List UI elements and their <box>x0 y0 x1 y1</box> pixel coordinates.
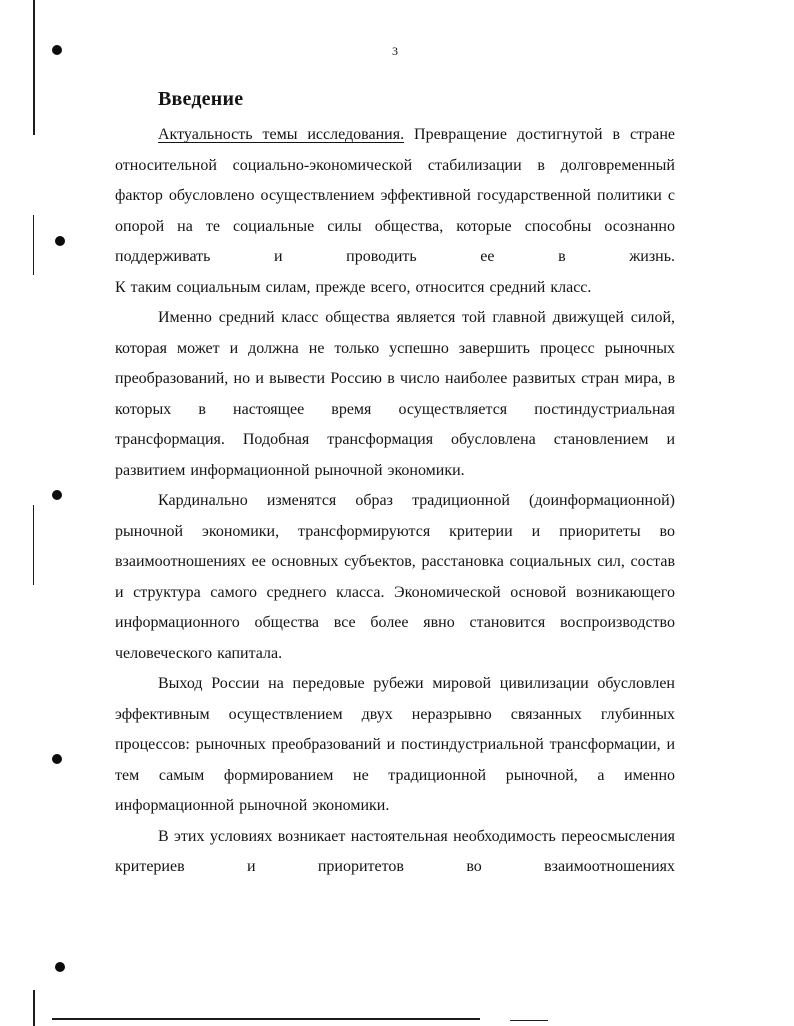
scan-border-bottom-right <box>510 1020 548 1021</box>
scan-border-left <box>33 0 35 135</box>
scan-border-bottom <box>52 1018 480 1020</box>
punch-hole-2 <box>55 236 65 246</box>
paragraph-1 <box>115 120 675 273</box>
body-text <box>115 120 675 883</box>
punch-hole-5 <box>55 962 65 972</box>
paragraph-2: Именно средний класс общества является той главной движущей силой, которая может и должна не только успешно завершить процесс рыночных преобразований, но и вывести Россию в число наиболее развитых стран мира, в которых в настоящее время осуществляется постиндустриальная трансформация. Подобная трансформация обусловлена становлением и развитием информационной рыночной экономики. <box>115 309 675 479</box>
scan-border-left-bottom <box>33 990 35 1026</box>
punch-hole-4 <box>52 754 62 764</box>
scan-border-left-low <box>33 505 34 585</box>
punch-hole-1 <box>52 45 62 55</box>
paragraph-5: В этих условиях возникает настоятельная необходимость переосмысления критериев и приоритетов во взаимоотношениях <box>115 827 675 875</box>
relevance-label: Актуальность темы исследования. <box>158 126 405 143</box>
page-title: Введение <box>158 88 244 110</box>
punch-hole-3 <box>52 490 62 500</box>
paragraph-1-tail: К таким социальным силам, прежде всего, относится средний класс. <box>115 278 592 296</box>
page-number: 3 <box>392 44 398 58</box>
paragraph-3: Кардинально изменятся образ традиционной (доинформационной) рыночной экономики, трансформируются критерии и приоритеты во взаимоотношениях ее основных субъектов, расстановка социальных сил, состав и структура самого среднего класса. Экономической основой возникающего информационного общества все более явно становится воспроизводство человеческого капитала. <box>115 492 675 662</box>
paragraph-4: Выход России на передовые рубежи мировой цивилизации обусловлен эффективным осуществлением двух неразрывно связанных глубинных процессов: рыночных преобразований и постиндустриальной трансформации, и тем самым формированием не традиционной рыночной, а именно информационной рыночной экономики. <box>115 675 675 814</box>
paragraph-1-body: Превращение достигнутой в стране относительной социально-экономической стабилизации в долговременный фактор обусловлено осуществлением эффективной государственной политики с опорой на те социальные силы общества, которые способны осознанно поддерживать и проводить ее в жизнь. <box>115 126 676 265</box>
scan-border-left-mid <box>33 215 34 275</box>
